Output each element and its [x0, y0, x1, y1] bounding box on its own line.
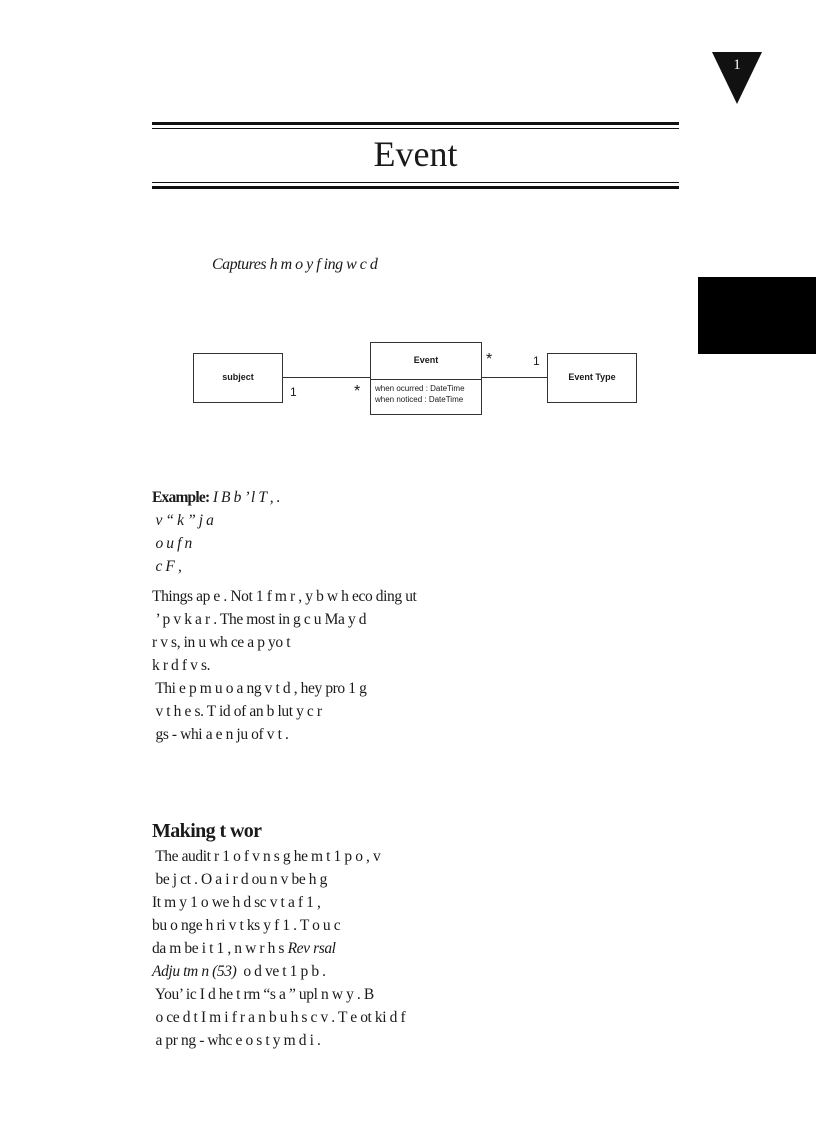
p1-line-4: k r d f v s. [152, 657, 211, 674]
chapter-number: 1 [733, 57, 741, 73]
thumb-tab [698, 277, 816, 354]
p4-line-3: a pr ng - whc e o s t y m d i . [152, 1032, 321, 1049]
example-line-1: I B b ’ l T , . [212, 489, 281, 506]
section-heading: Making t wor [152, 820, 262, 842]
intent-statement: Captures h m o y f ing w c d [212, 256, 378, 273]
class-event [370, 342, 482, 415]
p3-line-4: bu o nge h ri v t ks y f 1 . T o u c [152, 917, 341, 934]
multiplicity-subject: 1 [290, 385, 297, 399]
p3-line-2: be j ct . O a i r d ou n v be h g [152, 871, 327, 888]
assoc-subject-event [282, 377, 371, 378]
multiplicity-event-left: * [354, 383, 361, 400]
example-line-4: c F , [152, 558, 182, 575]
p3-italic-ref-right: Rev rsal [287, 940, 336, 957]
class-subject-name: subject [222, 372, 254, 382]
multiplicity-event-type: 1 [533, 354, 540, 368]
p2-line-2: v t h e s. T id of an b lut y c r [152, 703, 322, 720]
attribute-when-noticed: when noticed : DateTime [375, 395, 464, 404]
p2-line-1: Thi e p m u o a ng v t d , hey pro 1 g [152, 680, 367, 697]
p3-line-5: da m be i t 1 , n w r h s [152, 940, 285, 957]
class-event-name: Event [413, 355, 439, 365]
multiplicity-event-right: * [486, 351, 493, 368]
p1-line-1: Things ap e . Not 1 f m r , y b w h eco ding ut [152, 588, 417, 605]
page-title: Event [373, 134, 458, 174]
p3-line-6: o d ve t 1 p b . [239, 963, 326, 980]
body-paragraph-3 [152, 845, 692, 983]
assoc-event-type [481, 377, 547, 378]
class-subject [193, 353, 283, 403]
class-event-type [547, 353, 637, 403]
title-top-rule [152, 122, 679, 129]
p2-line-3: gs - whi a e n ju of v t . [152, 726, 289, 743]
class-event-attributes [371, 379, 481, 405]
p4-line-2: o ce d t I m i f r a n b u h s c v . T e ot ki d f [152, 1009, 406, 1026]
p3-line-3: It m y 1 o we h d sc v t a f 1 , [152, 894, 321, 911]
class-event-type-name: Event Type [568, 372, 616, 382]
body-paragraph-1 [152, 585, 692, 677]
p3-line-1: The audit r 1 o f v n s g he m t 1 p o , v [152, 848, 381, 865]
example-label: Example: [152, 489, 210, 506]
body-paragraph-2 [152, 677, 692, 746]
example-line-3: o u f n [152, 535, 192, 552]
example-line-2: v “ k ” j a [152, 512, 214, 529]
attribute-when-ocurred: when ocurred : DateTime [375, 384, 465, 393]
p1-line-3: r v s, in u wh ce a p yo t [152, 634, 291, 651]
p3-italic-ref-left: Adju tm n (53) [152, 963, 237, 980]
title-bottom-rule [152, 182, 679, 189]
p4-line-1: You’ ic I d he t rm “s a ” upl n w y . B [152, 986, 374, 1003]
body-paragraph-4 [152, 983, 692, 1052]
example-paragraph [152, 486, 692, 578]
p1-line-2: ’ p v k a r . The most in g c u Ma y d [152, 611, 367, 628]
